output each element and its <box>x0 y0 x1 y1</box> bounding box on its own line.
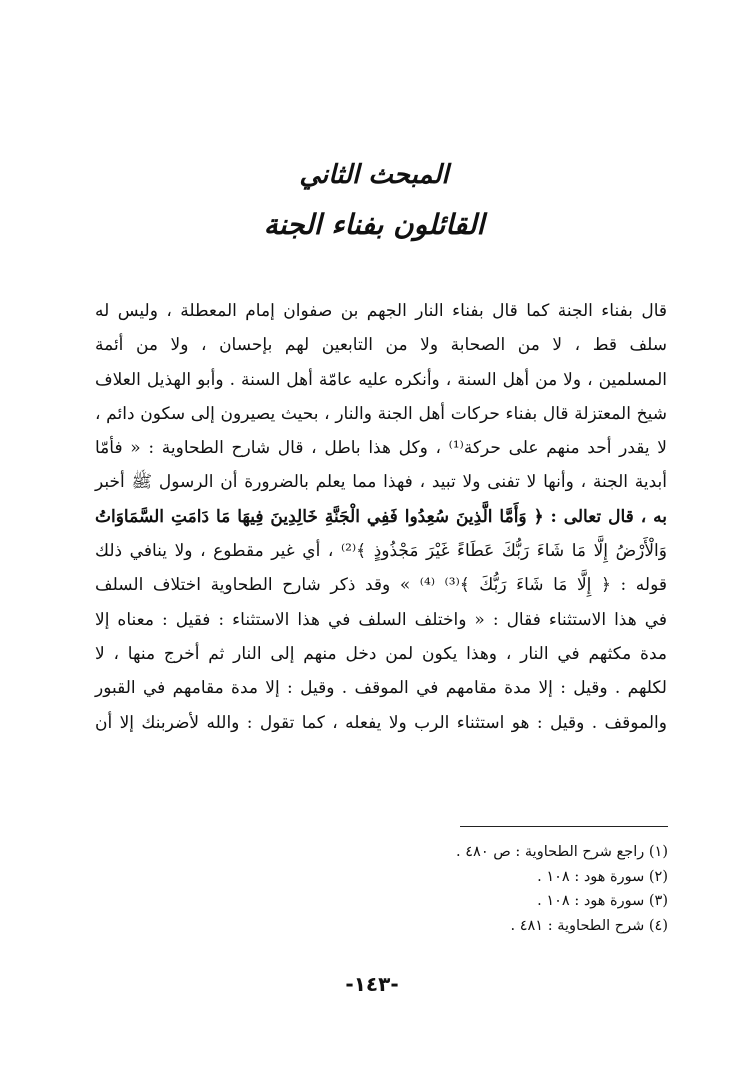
section-title: القائلون بفناء الجنة <box>263 208 485 241</box>
text-line: شيخ المعتزلة قال بفناء حركات أهل الجنة والنار ، بحيث يصيرون إلى سكون دائم ، <box>95 403 667 424</box>
text-line: المسلمين ، ولا من أهل السنة ، وأنكره عليه عامّة أهل السنة . وأبو الهذيل العلاف <box>95 369 667 390</box>
text-line-quran-verse: به ، قال تعالى : ﴿ وَأَمَّا الَّذِينَ سُعِدُوا فَفِي الْجَنَّةِ خَالِدِينَ فِيهَا مَا دَامَتِ السَّمَاوَاتُ <box>95 506 667 527</box>
footnote-item: (٢) سورة هود : ١٠٨ . <box>537 868 668 885</box>
text-line: قال بفناء الجنة كما قال بفناء النار الجهم بن صفوان إمام المعطلة ، وليس له <box>95 301 667 321</box>
section-heading: المبحث الثاني <box>299 160 449 190</box>
footnote-item: (٤) شرح الطحاوية : ٤٨١ . <box>510 917 668 934</box>
main-text <box>95 294 667 740</box>
text-line: مدة مكثهم في النار ، وهذا يكون لمن دخل منهم إلى النار ثم أخرج منها ، لا <box>95 643 667 664</box>
text-line: في هذا الاستثناء فقال : « واختلف السلف في هذا الاستثناء : فقيل : معناه إلا <box>95 609 667 630</box>
text-line: لكلهم . وقيل : إلا مدة مقامهم في الموقف . وقيل : إلا مدة مقامهم في القبور <box>95 678 667 699</box>
text-line: والموقف . وقيل : هو استثناء الرب ولا يفعله ، كما تقول : والله لأضربنك إلا أن <box>95 712 667 733</box>
text-line: قوله : ﴿ إِلَّا مَا شَاءَ رَبُّكَ ﴾⁽³⁾ ⁽⁴⁾ » وقد ذكر شارح الطحاوية اختلاف السلف <box>95 575 668 596</box>
footnote-divider <box>460 826 668 827</box>
text-line: لا يقدر أحد منهم على حركة⁽¹⁾ ، وكل هذا باطل ، قال شارح الطحاوية : « فأمّا <box>95 438 667 459</box>
footnote-item: (١) راجع شرح الطحاوية : ص ٤٨٠ . <box>456 844 668 860</box>
footnotes <box>300 840 668 938</box>
footnote-item: (٣) سورة هود : ١٠٨ . <box>537 893 668 909</box>
text-line-quran-verse: وَالْأَرْضُ إِلَّا مَا شَاءَ رَبُّكَ عَطَاءً غَيْرَ مَجْذُوذٍ ﴾⁽²⁾ ، أي غير مقطوع ، ولا ينافي ذلك <box>95 541 667 562</box>
page-number: -١٤٣- <box>345 972 399 996</box>
text-line: أبدية الجنة ، وأنها لا تفنى ولا تبيد ، فهذا مما يعلم بالضرورة أن الرسول ﷺ أخبر <box>95 472 667 493</box>
text-line: سلف قط ، لا من الصحابة ولا من التابعين لهم بإحسان ، ولا من أئمة <box>95 335 667 356</box>
